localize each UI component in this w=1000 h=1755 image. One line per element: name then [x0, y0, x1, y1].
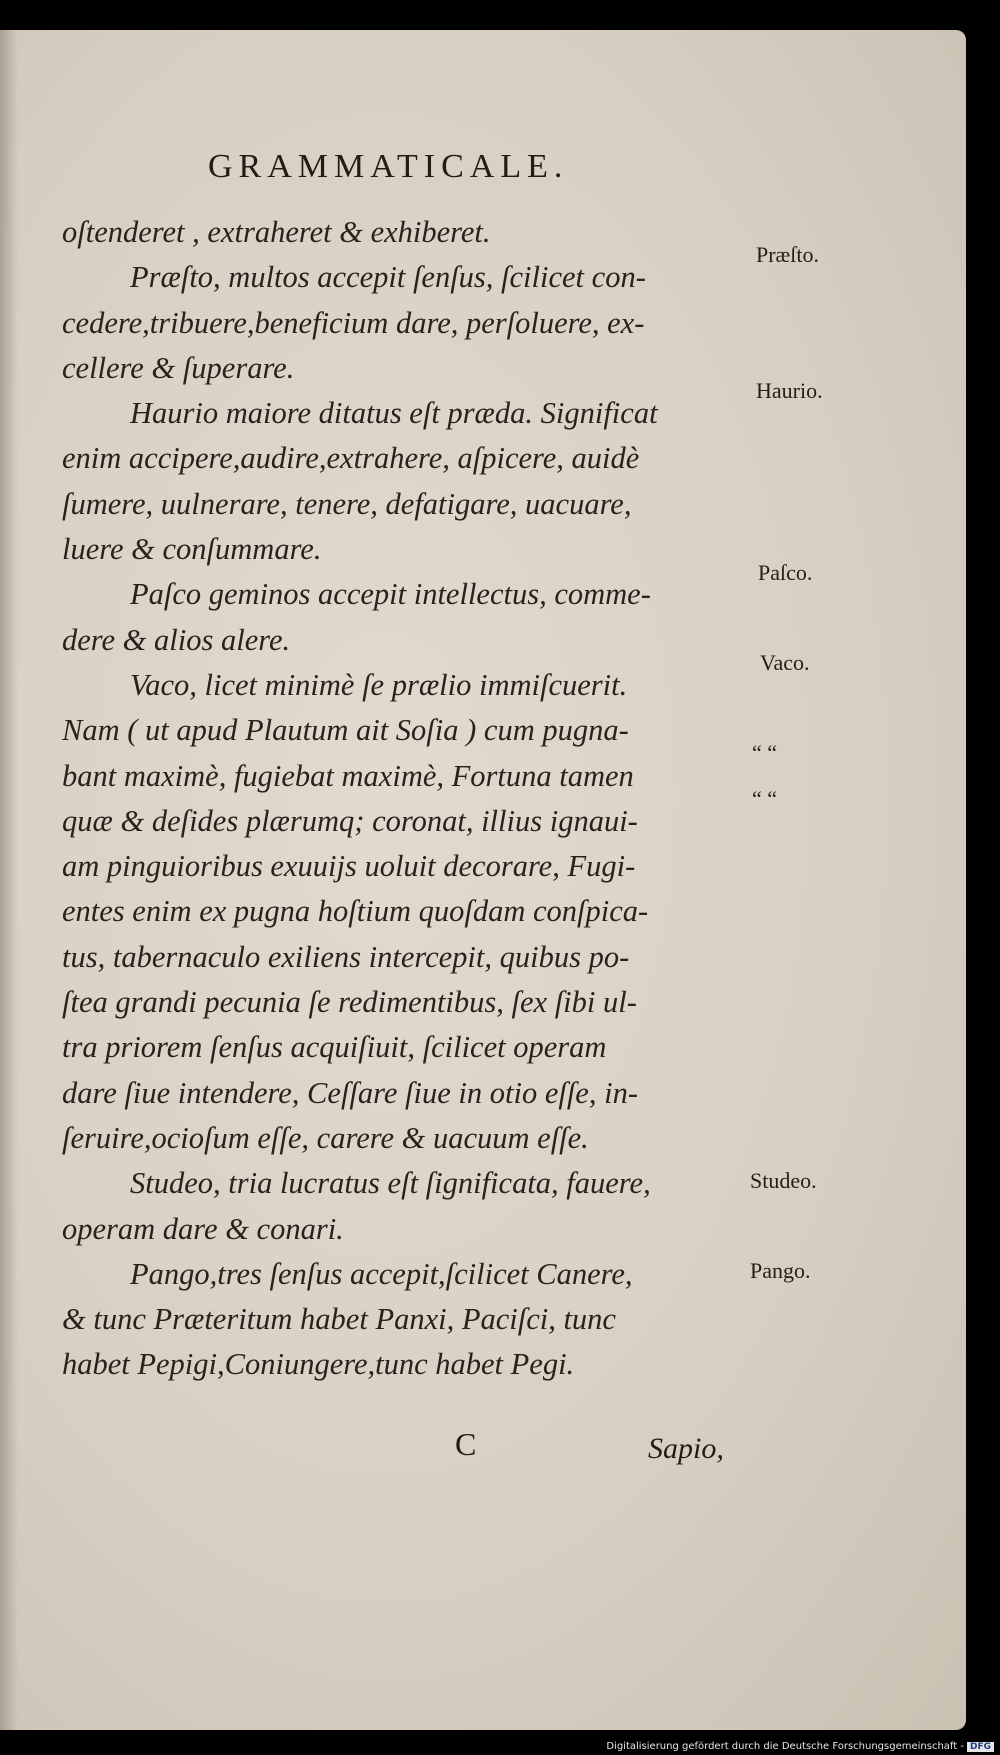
text-line: tus, tabernaculo exiliens intercepit, quibus po-	[62, 939, 630, 974]
text-line: ſumere, uulnerare, tenere, defatigare, uacuare,	[62, 486, 632, 521]
margin-note-quote-mark: “ “	[752, 740, 778, 765]
signature-mark: C	[455, 1426, 477, 1462]
text-line: Præſto, multos accepit ſenſus, ſcilicet con-	[130, 260, 646, 295]
text-line: dare ſiue intendere, Ceſſare ſiue in otio eſſe, in-	[62, 1075, 638, 1110]
credit-text: Digitalisierung gefördert durch die Deutsche Forschungsgemeinschaft -	[606, 1741, 964, 1752]
text-line: luere & conſummare.	[62, 532, 322, 567]
text-line: am pinguioribus exuuijs uoluit decorare, Fugi-	[62, 849, 636, 884]
text-line: quæ & deſides plærumq; coronat, illius ignaui-	[62, 803, 638, 838]
text-line: ſeruire,ocioſum eſſe, carere & uacuum eſſe.	[62, 1120, 589, 1155]
text-line: Studeo, tria lucratus eſt ſignificata, fauere,	[130, 1166, 651, 1201]
text-line: Pango,tres ſenſus accepit,ſcilicet Canere,	[130, 1256, 633, 1291]
text-line: cedere,tribuere,beneficium dare, perſoluere, ex-	[62, 305, 645, 340]
book-page	[0, 30, 966, 1730]
catchword: Sapio,	[648, 1432, 724, 1465]
running-head: GRAMMATICALE.	[208, 148, 569, 185]
margin-note-pasco: Paſco.	[758, 560, 813, 585]
margin-note-praesto: Præſto.	[756, 242, 819, 267]
margin-note-haurio: Haurio.	[756, 378, 823, 403]
margin-note-pango: Pango.	[750, 1258, 811, 1283]
text-line: & tunc Præteritum habet Panxi, Paciſci, tunc	[62, 1302, 616, 1337]
text-line: oſtenderet , extraheret & exhiberet.	[62, 215, 491, 249]
body-text	[62, 210, 742, 1388]
text-line: dere & alios alere.	[62, 622, 291, 657]
text-line: entes enim ex pugna hoſtium quoſdam conſpica-	[62, 894, 649, 929]
margin-note-studeo: Studeo.	[750, 1168, 817, 1193]
text-line: Haurio maiore ditatus eſt præda. Significat	[130, 396, 658, 431]
text-line: operam dare & conari.	[62, 1211, 344, 1246]
dfg-logo: DFG	[967, 1742, 994, 1752]
text-line: enim accipere,audire,extrahere, aſpicere, auidè	[62, 441, 640, 476]
text-line: Paſco geminos accepit intellectus, comme-	[130, 577, 651, 612]
margin-note-quote-mark: “ “	[752, 786, 778, 811]
text-line: cellere & ſuperare.	[62, 350, 295, 385]
margin-note-vaco: Vaco.	[760, 650, 810, 675]
text-line: habet Pepigi,Coniungere,tunc habet Pegi.	[62, 1347, 575, 1382]
text-line: tra priorem ſenſus acquiſiuit, ſcilicet operam	[62, 1030, 607, 1065]
text-line: Vaco, licet minimè ſe prælio immiſcuerit.	[130, 667, 628, 702]
text-line: ſtea grandi pecunia ſe redimentibus, ſex ſibi ul-	[62, 985, 637, 1020]
digitization-credit	[606, 1741, 994, 1752]
text-line: Nam ( ut apud Plautum ait Soſia ) cum pugna-	[62, 713, 629, 748]
text-line: bant maximè, fugiebat maximè, Fortuna tamen	[62, 758, 634, 793]
